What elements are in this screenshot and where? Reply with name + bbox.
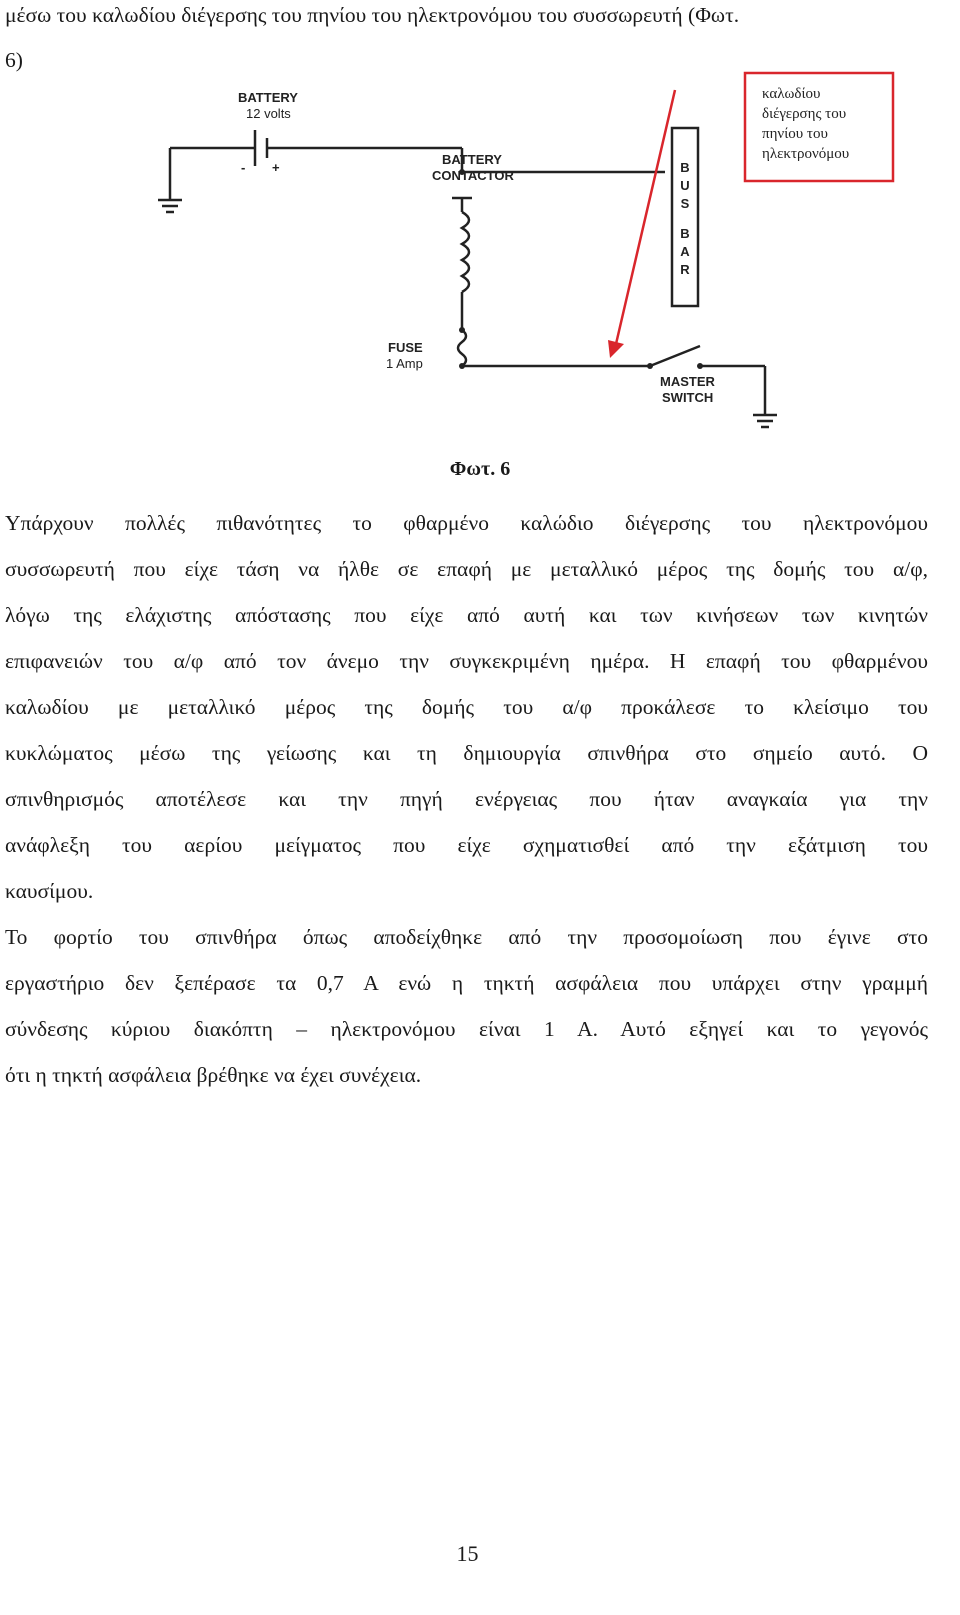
battery-voltage: 12 volts bbox=[246, 106, 291, 121]
callout-text-line: διέγερσης του bbox=[762, 106, 847, 122]
figure-caption: Φωτ. 6 bbox=[449, 458, 511, 480]
bus-bar-letter: U bbox=[680, 178, 690, 193]
callout-arrowhead bbox=[608, 340, 624, 358]
intro-line-1: μέσω του καλωδίου διέγερσης του πηνίου του ηλεκτρονόμου του συσσωρευτή (Φωτ. bbox=[5, 3, 740, 27]
bus-bar-letter: S bbox=[680, 196, 690, 211]
paragraph1-line: καυσίμου. bbox=[5, 879, 94, 903]
ground-symbol-left bbox=[158, 200, 182, 212]
paragraph1-line: συσσωρευτή που είχε τάση να ήλθε σε επαφή με μεταλλικό μέρος της δομής του α/φ, bbox=[5, 557, 928, 581]
master-switch-blade bbox=[650, 346, 700, 366]
master-switch-label-2: SWITCH bbox=[662, 390, 714, 405]
paragraph2-line: σύνδεσης κύριου διακόπτη – ηλεκτρονόμου είναι 1 Α. Αυτό εξηγεί και το γεγονός bbox=[5, 1017, 928, 1041]
ground-symbol-right bbox=[753, 415, 777, 427]
paragraph2-line: εργαστήριο δεν ξεπέρασε τα 0,7 Α ενώ η τηκτή ασφάλεια που υπάρχει στην γραμμή bbox=[5, 971, 928, 995]
fuse-symbol bbox=[458, 330, 466, 366]
contactor-label-1: BATTERY bbox=[442, 152, 502, 167]
contactor-coil bbox=[462, 212, 469, 292]
callout-arrow-line bbox=[616, 90, 675, 344]
bus-bar-letter: A bbox=[680, 244, 690, 259]
fuse-label: FUSE bbox=[388, 340, 423, 355]
callout-text-line: πηνίου του bbox=[762, 126, 828, 142]
paragraph2-line: Το φορτίο του σπινθήρα όπως αποδείχθηκε από την προσομοίωση που έγινε στο bbox=[5, 925, 928, 949]
paragraph1-line: Υπάρχουν πολλές πιθανότητες το φθαρμένο καλώδιο διέγερσης του ηλεκτρονόμου bbox=[5, 511, 928, 535]
bus-bar bbox=[672, 128, 698, 306]
paragraph1-line: κυκλώματος μέσω της γείωσης και τη δημιουργία σπινθήρα στο σημείο αυτό. Ο bbox=[5, 741, 928, 765]
intro-line-2: 6) bbox=[5, 48, 23, 72]
callout-text-line: ηλεκτρονόμου bbox=[762, 146, 850, 162]
battery-minus: - bbox=[241, 160, 246, 175]
contactor-label-2: CONTACTOR bbox=[432, 168, 514, 183]
paragraph1-line: καλωδίου με μεταλλικό μέρος της δομής του α/φ προκάλεσε το κλείσιμο του bbox=[5, 695, 928, 719]
fuse-rating: 1 Amp bbox=[386, 356, 423, 371]
circuit-diagram bbox=[140, 60, 920, 450]
bus-bar-letter: B bbox=[680, 226, 690, 241]
paragraph1-line: λόγω της ελάχιστης απόστασης που είχε από αυτή και των κινήσεων των κινητών bbox=[5, 603, 928, 627]
callout-text-line: καλωδίου bbox=[762, 86, 821, 102]
paragraph1-line: επιφανειών του α/φ από τον άνεμο την συγκεκριμένη ημέρα. Η επαφή του φθαρμένου bbox=[5, 649, 928, 673]
paragraph1-line: σπινθηρισμός αποτέλεσε και την πηγή ενέργειας που ήταν αναγκαία για την bbox=[5, 787, 928, 811]
paragraph1-line: ανάφλεξη του αερίου μείγματος που είχε σχηματισθεί από την εξάτμιση του bbox=[5, 833, 928, 857]
bus-bar-letter: R bbox=[680, 262, 690, 277]
battery-label: BATTERY bbox=[238, 90, 298, 105]
bus-bar-letter: B bbox=[680, 160, 690, 175]
page-number: 15 bbox=[456, 1541, 479, 1566]
master-switch-label-1: MASTER bbox=[660, 374, 715, 389]
paragraph2-line: ότι η τηκτή ασφάλεια βρέθηκε να έχει συνέχεια. bbox=[5, 1063, 422, 1087]
battery-plus: + bbox=[272, 160, 280, 175]
